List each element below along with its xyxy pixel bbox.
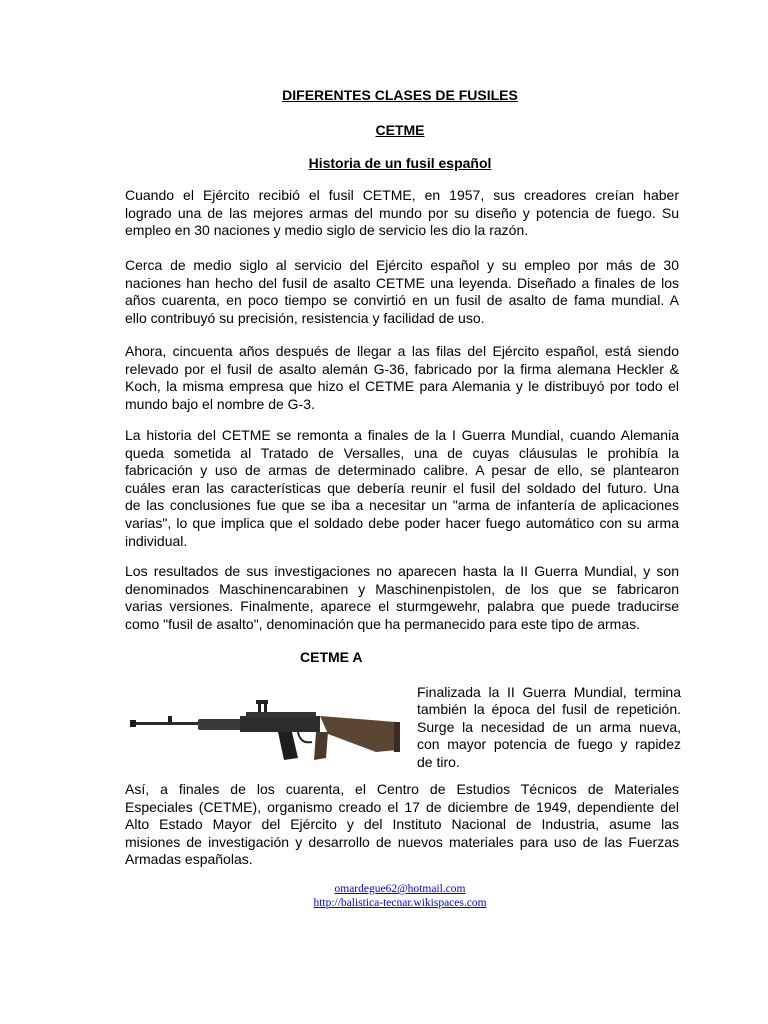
text-line: Así, a finales de los cuarenta, el Centro de Estudios Técnicos de Materiales xyxy=(125,781,679,797)
document-subtitle: CETME xyxy=(375,122,425,138)
text-line: Surge la necesidad de un arma nueva, xyxy=(417,718,681,735)
text-line: de las conclusiones fue que se iba a necesitar un "arma de infantería de aplicaciones xyxy=(125,497,679,514)
text-line: misiones de investigación y desarrollo de nuevos materiales para uso de las Fuerzas xyxy=(125,833,679,850)
text-line: fabricación y uso de armas de determinado calibre. A pesar de ello, se plantearon xyxy=(125,462,679,479)
text-line: queda sometida al Tratado de Versalles, una de cuyas cláusulas le prohibía la xyxy=(125,444,679,461)
text-line: Especiales (CETME), organismo creado el 17 de diciembre de 1949, dependiente del xyxy=(125,798,679,815)
paragraph-1 xyxy=(125,187,679,240)
paragraph-3 xyxy=(125,343,679,413)
text-line: años cuarenta, en poco tiempo se convirtió en un fusil de asalto de fama mundial. A xyxy=(125,292,679,309)
text-line: Cerca de medio siglo al servicio del Ejército español y su empleo por más de 30 xyxy=(125,257,679,273)
text-line: cuáles eran las características que debería reunir el fusil del soldado del futuro. Una xyxy=(125,479,679,496)
paragraph-2 xyxy=(125,257,679,327)
text-line: naciones han hecho del fusil de asalto CETME una leyenda. Diseñado a finales de los xyxy=(125,274,679,291)
cetme-a-heading: CETME A xyxy=(300,649,363,665)
footer-email-link[interactable]: omardegue62@hotmail.com xyxy=(334,883,466,895)
text-line: denominados Maschinencarabinen y Maschinenpistolen, de los que se fabricaron xyxy=(125,580,679,597)
footer-url-link[interactable]: http://balistica-tecnar.wikispaces.com xyxy=(313,897,487,909)
text-line: mundo bajo el nombre de G-3. xyxy=(125,395,315,412)
text-line: Alto Estado Mayor del Ejército y del Instituto Nacional de Industria, asume las xyxy=(125,816,679,833)
text-line: de tiro. xyxy=(417,753,460,770)
cetme-a-description xyxy=(417,684,681,771)
text-line: Koch, la misma empresa que hizo el CETME para Alemania y le distribuyó por todo el xyxy=(125,378,679,395)
text-line: Los resultados de sus investigaciones no aparecen hasta la II Guerra Mundial, y son xyxy=(125,563,679,579)
text-line: también la época del fusil de repetición. xyxy=(417,701,681,718)
text-line: como "fusil de asalto", denominación que ha permanecido para este tipo de armas. xyxy=(125,615,641,632)
text-line: relevado por el fusil de asalto alemán G-36, fabricado por la firma alemana Heckler & xyxy=(125,360,679,377)
text-line: Finalizada la II Guerra Mundial, termina xyxy=(417,684,681,700)
section-heading: Historia de un fusil español xyxy=(308,155,492,171)
text-line: varias versiones. Finalmente, aparece el sturmgewehr, palabra que puede traducirse xyxy=(125,598,679,615)
text-line: ello contribuyó su precisión, resistencia y facilidad de uso. xyxy=(125,309,485,326)
rifle-icon xyxy=(128,692,403,768)
text-line: Cuando el Ejército recibió el fusil CETME, en 1957, sus creadores creían haber xyxy=(125,187,679,203)
paragraph-4 xyxy=(125,427,679,550)
text-line: varias", lo que implica que el soldado debe poder hacer fuego automático con su arma xyxy=(125,514,679,531)
document-title: DIFERENTES CLASES DE FUSILES xyxy=(282,87,518,103)
text-line: La historia del CETME se remonta a finales de la I Guerra Mundial, cuando Alemania xyxy=(125,427,679,443)
text-line: Ahora, cincuenta años después de llegar a las filas del Ejército español, está siendo xyxy=(125,343,679,359)
text-line: logrado una de las mejores armas del mundo por su diseño y potencia de fuego. Su xyxy=(125,204,679,221)
text-line: empleo en 30 naciones y medio siglo de servicio les dio la razón. xyxy=(125,222,529,239)
paragraph-6 xyxy=(125,781,679,869)
text-line: individual. xyxy=(125,532,188,549)
text-line: Armadas españolas. xyxy=(125,851,253,868)
paragraph-5 xyxy=(125,563,679,633)
text-line: con mayor potencia de fuego y rapidez xyxy=(417,736,681,753)
